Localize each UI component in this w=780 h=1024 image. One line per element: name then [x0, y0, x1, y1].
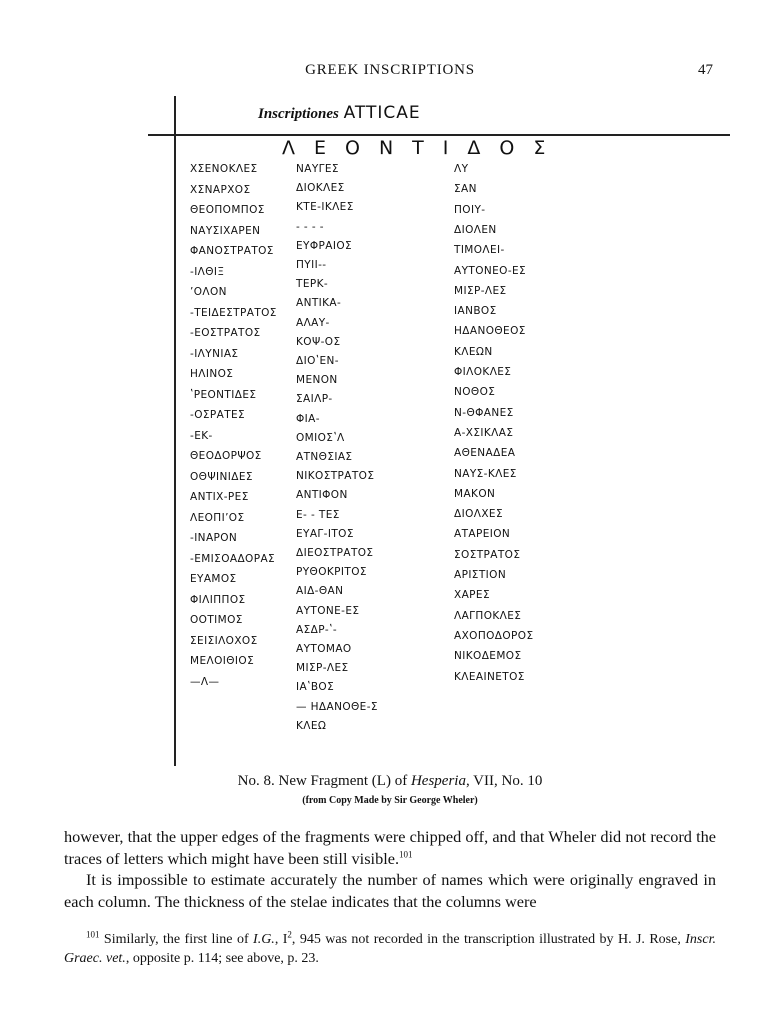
inscribed-name: ΔΙΟʽΕΝ- — [296, 355, 339, 367]
inscribed-name: ΑΝΤΙΚΑ- — [296, 297, 342, 310]
inscribed-name: ΟΜΙΟΣʽΛ — [296, 431, 345, 444]
figure-caption — [0, 773, 780, 790]
inscribed-name: ΑΛΑΥ- — [296, 316, 330, 329]
inscribed-name: ΠΟΙΥ- — [454, 203, 486, 216]
inscribed-name: ΘΕΟΠΟΜΠΟΣ — [190, 204, 265, 216]
inscribed-name: ΝΑΥΓΕΣ — [296, 163, 339, 175]
inscribed-name: ΝΟΘΟΣ — [454, 386, 496, 399]
inscribed-name: ΜΑΚΟΝ — [454, 487, 496, 500]
caption-suffix: , VII, No. 10 — [465, 773, 543, 789]
inscribed-name: ΑΣΔΡ-ʽ- — [296, 623, 338, 636]
caption-prefix: No. 8. New Fragment (L) of — [237, 773, 411, 789]
figure-caption-source: (from Copy Made by Sir George Wheler) — [302, 795, 478, 806]
inscribed-name: ΑΧΟΠΟΔΟΡΟΣ — [454, 629, 534, 642]
footnote-reference[interactable]: 101 — [399, 849, 413, 860]
paragraph-2-text: It is impossible to estimate accurately the number of names which were originally engraved in each column. The thickness of the stelae indicates that the columns were — [64, 870, 716, 911]
footnote-text: , I — [274, 932, 288, 947]
running-head: GREEK INSCRIPTIONS — [305, 62, 475, 78]
inscribed-name: ΚΛΕΑΙΝΕΤΟΣ — [454, 670, 525, 683]
footnote-work-title: Inscr. Graec. vet. — [64, 932, 716, 966]
inscribed-name: ΡΥΘΟΚΡΙΤΟΣ — [296, 566, 367, 579]
inscribed-name: ΑΥΤΟΝΕ-ΕΣ — [296, 604, 360, 617]
inscribed-name: ΑΘΕΝΑΔΕΑ — [454, 447, 516, 460]
inscribed-name: ΗΛΙΝΟΣ — [190, 368, 234, 380]
inscribed-name: ΚΟΨ-ΟΣ — [296, 335, 341, 348]
inscribed-name: ΛΕΟΠΙʼΟΣ — [190, 511, 245, 524]
inscribed-name: ΚΤΕ-ΙΚΛΕΣ — [296, 201, 354, 214]
inscribed-name: ΔΙΟΛΧΕΣ — [454, 508, 503, 521]
inscribed-name: ΕΥΑΜΟΣ — [190, 573, 237, 585]
inscribed-name: ΚΛΕΩΝ — [454, 345, 493, 358]
inscribed-name: ΧΣΝΑΡΧΟΣ — [190, 183, 251, 196]
inscribed-name: ΟΘΨΙΝΙΔΕΣ — [190, 470, 253, 483]
paragraph-1-text: however, that the upper edges of the fragments were chipped off, and that Wheler did not record the traces of letters which might have been still visible. — [64, 827, 716, 868]
figure-horizontal-rule — [148, 134, 730, 136]
inscribed-name: ΔΙΕΟΣΤΡΑΤΟΣ — [296, 547, 374, 559]
tribe-name: ΛΕΟΝΤΙΔΟΣ — [282, 137, 565, 159]
body-paragraph-2 — [64, 869, 716, 912]
inscribed-name: ΝΑΥΣ-ΚΛΕΣ — [454, 467, 517, 480]
inscribed-name: -ΙΛΥΝΙΑΣ — [190, 347, 239, 360]
inscribed-name: Α-ΧΣΙΚΛΑΣ — [454, 426, 514, 439]
body-paragraph-1 — [64, 826, 716, 869]
inscribed-name: ΛΥ — [454, 163, 469, 175]
inscribed-name: ΣΑΝ — [454, 183, 477, 196]
inscribed-name: ΑΝΤΙΧ-ΡΕΣ — [190, 491, 249, 503]
figure-vertical-rule — [174, 96, 176, 766]
inscribed-name: ΧΑΡΕΣ — [454, 589, 490, 602]
page-number: 47 — [698, 62, 713, 78]
inscribed-name: ΗΔΑΝΟΘΕΟΣ — [454, 325, 526, 338]
inscribed-name: -ΕΜΙΣΟΑΔΟΡΑΣ — [190, 552, 276, 565]
inscribed-name: -ΕΚ- — [190, 429, 213, 442]
footnote — [64, 930, 716, 968]
inscribed-name: -ΙΝΑΡΟΝ — [190, 532, 238, 544]
inscribed-name: -ΙΛΘΙΞ — [190, 265, 225, 278]
inscribed-name: ΙΑʽΒΟΣ — [296, 681, 335, 694]
inscribed-name: Ν-ΘΦΑΝΕΣ — [454, 406, 514, 419]
inscribed-name: ΕΥΑΓ-ΙΤΟΣ — [296, 527, 354, 540]
inscribed-name: Ε- - ΤΕΣ — [296, 508, 340, 521]
footnote-text: , opposite p. 114; see above, p. 23. — [125, 951, 319, 966]
inscribed-name: ΑΝΤΙΦΟΝ — [296, 489, 348, 502]
inscribed-name: ΝΙΚΟΣΤΡΑΤΟΣ — [296, 470, 375, 483]
footnote-text: , 945 was not recorded in the transcription illustrated by H. J. Rose, — [291, 932, 686, 947]
inscribed-name: -ΤΕΙΔΕΣΤΡΑΤΟΣ — [190, 306, 277, 319]
inscribed-name: ΑΡΙΣΤΙΟΝ — [454, 569, 507, 581]
inscribed-name: ΝΑΥΣΙΧΑΡΕΝ — [190, 224, 261, 237]
figure-heading-caps: ATTICAE — [343, 103, 421, 123]
inscribed-name: ΜΙΣΡ-ΛΕΣ — [454, 284, 507, 297]
footnote-number: 101 — [86, 929, 100, 940]
inscribed-name: ΣΕΙΣΙΛΟΧΟΣ — [190, 634, 258, 647]
inscribed-name: ΦΙΛΙΠΠΟΣ — [190, 593, 246, 606]
figure-heading — [258, 102, 421, 124]
inscribed-name: ΠΥΙΙ-- — [296, 259, 327, 271]
inscribed-name: ΔΙΟΚΛΕΣ — [296, 182, 345, 195]
footnote-sup: 2 — [287, 929, 292, 940]
inscribed-name: ΧΣΕΝΟΚΛΕΣ — [190, 163, 258, 175]
inscribed-name: ΝΙΚΟΔΕΜΟΣ — [454, 650, 522, 663]
inscribed-name: ΜΕΛΟΙΘΙΟΣ — [190, 655, 255, 667]
inscribed-name: ΦΑΝΟΣΤΡΑΤΟΣ — [190, 245, 274, 257]
inscribed-name: ΔΙΟΛΕΝ — [454, 223, 497, 236]
inscribed-name: -ΟΣΡΑΤΕΣ — [190, 409, 246, 421]
inscribed-name: ΑΙΔ-ΘΑΝ — [296, 585, 344, 598]
inscribed-name: ΜΕΝΟΝ — [296, 374, 338, 387]
inscribed-name: ΘΕΟΔΟΡΨΟΣ — [190, 450, 262, 462]
inscribed-name: ΚΛΕΩ — [296, 719, 327, 732]
inscribed-name: ΑΥΤΟΜΑΟ — [296, 643, 352, 655]
inscribed-name: ΜΙΣΡ-ΛΕΣ — [296, 662, 349, 675]
inscribed-name: ΕΥΦΡΑΙΟΣ — [296, 239, 353, 252]
figure-heading-script: Inscriptiones — [258, 106, 339, 122]
inscribed-name: ΦΙΑ- — [296, 412, 320, 425]
inscribed-name: —Λ— — [190, 675, 220, 688]
inscribed-name: - - - - — [296, 220, 324, 233]
inscribed-name: ΦΙΛΟΚΛΕΣ — [454, 366, 512, 378]
inscribed-name: ʼΟΛΟΝ — [190, 286, 227, 298]
inscribed-name: ΑΤΑΡΕΙΟΝ — [454, 528, 511, 541]
caption-journal: Hesperia — [410, 773, 466, 789]
inscribed-name: -ΕΟΣΤΡΑΤΟΣ — [190, 327, 261, 339]
inscribed-name: ΙΑΝΒΟΣ — [454, 305, 497, 318]
footnote-text: Similarly, the first line of — [99, 932, 254, 947]
inscribed-name: — ΗΔΑΝΟΘΕ-Σ — [296, 700, 378, 713]
inscribed-name: ΣΑΙΛΡ- — [296, 393, 333, 406]
inscribed-name: ΟΟΤΙΜΟΣ — [190, 614, 243, 626]
inscribed-name: ʽΡΕΟΝΤΙΔΕΣ — [190, 388, 257, 401]
inscribed-name: ΛΑΓΠΟΚΛΕΣ — [454, 609, 522, 622]
inscribed-name: ΤΕΡΚ- — [296, 278, 329, 291]
inscribed-name: ΑΤΝΘΣΙΑΣ — [296, 451, 353, 463]
inscribed-name: ΣΟΣΤΡΑΤΟΣ — [454, 548, 521, 561]
footnote-ig: I.G. — [253, 932, 275, 947]
inscribed-name: ΤΙΜΟΛΕΙ- — [454, 244, 505, 257]
inscribed-name: ΑΥΤΟΝΕΟ-ΕΣ — [454, 264, 527, 277]
